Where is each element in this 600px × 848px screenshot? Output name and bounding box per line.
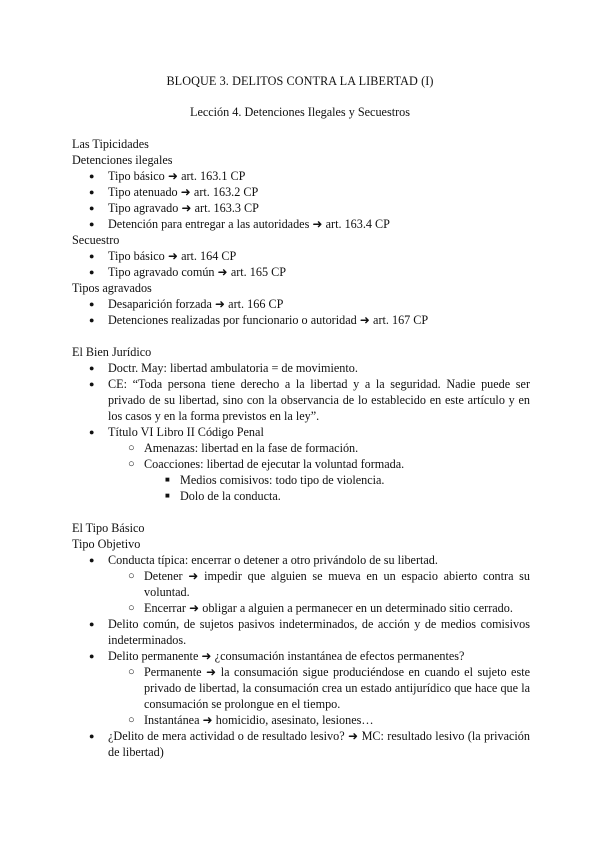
list-item: ● Delito común, de sujetos pasivos indeterminados, de acción y de medios comisivos indeterminados. (89, 617, 530, 647)
list-subsubitem: ■ Medios comisivos: todo tipo de violencia. (165, 473, 385, 487)
bullet-square-icon: ■ (165, 491, 170, 500)
subheading-detenciones: Detenciones ilegales (72, 153, 173, 167)
section-heading-tipo-basico: El Tipo Básico (72, 521, 145, 535)
list-subitem: ○ Coacciones: libertad de ejecutar la voluntad formada. (128, 457, 405, 471)
subheading-tipo-objetivo: Tipo Objetivo (72, 537, 141, 551)
list-item: ● Tipo agravado común ➜ art. 165 CP (89, 265, 287, 279)
list-bien-juridico (72, 360, 530, 504)
bullet-disc-icon: ● (89, 363, 95, 373)
list-item: ● Conducta típica: encerrar o detener a otro privándolo de su libertad. (89, 553, 438, 567)
list-item: ● Detenciones realizadas por funcionario o autoridad ➜ art. 167 CP (89, 313, 429, 327)
list-item: ● Detención para entregar a las autoridades ➜ art. 163.4 CP (89, 217, 390, 231)
list-detenciones (72, 168, 530, 232)
bullet-disc-icon: ● (89, 555, 95, 565)
lesson-subtitle: Lección 4. Detenciones Ilegales y Secuestros (190, 105, 410, 119)
list-item: ● ¿Delito de mera actividad o de resultado lesivo? ➜ MC: resultado lesivo (la privación de libertad) (89, 729, 530, 759)
list-item: ● Doctr. May: libertad ambulatoria = de movimiento. (89, 361, 358, 375)
bullet-circle-icon: ○ (128, 602, 135, 614)
bullet-disc-icon: ● (89, 427, 95, 437)
list-subitem: ○ Amenazas: libertad en la fase de formación. (128, 441, 359, 455)
section-heading-tipicidades: Las Tipicidades (72, 137, 149, 151)
section-heading-bien-juridico: El Bien Jurídico (72, 345, 152, 359)
subheading-secuestro: Secuestro (72, 233, 120, 247)
bullet-disc-icon: ● (89, 203, 95, 213)
list-subitem: ○ Instantánea ➜ homicidio, asesinato, lesiones… (128, 713, 374, 727)
bullet-disc-icon: ● (89, 379, 95, 389)
bullet-square-icon: ■ (165, 475, 170, 484)
list-item: ● Título VI Libro II Código Penal (89, 425, 264, 439)
list-subitem: ○ Permanente ➜ la consumación sigue produciéndose en cuando el sujeto este privado de libertad, la consumación crea un estado antijurídico que hace que la consumación se prolongue en el tiempo. (128, 665, 530, 711)
list-subitem: ○ Encerrar ➜ obligar a alguien a permanecer en un determinado sitio cerrado. (128, 601, 513, 615)
bullet-circle-icon: ○ (128, 442, 135, 454)
list-item: ● Desaparición forzada ➜ art. 166 CP (89, 297, 284, 311)
bullet-disc-icon: ● (89, 731, 95, 741)
list-item: ● Tipo básico ➜ art. 164 CP (89, 249, 237, 263)
bullet-circle-icon: ○ (128, 714, 135, 726)
document-body (72, 136, 530, 760)
document-title: BLOQUE 3. DELITOS CONTRA LA LIBERTAD (I) (166, 74, 434, 88)
bullet-disc-icon: ● (89, 619, 95, 629)
bullet-disc-icon: ● (89, 171, 95, 181)
list-secuestro (72, 248, 530, 280)
bullet-disc-icon: ● (89, 267, 95, 277)
bullet-disc-icon: ● (89, 315, 95, 325)
list-tipo-objetivo (72, 552, 530, 760)
list-item: ● Delito permanente ➜ ¿consumación instantánea de efectos permanentes? (89, 649, 465, 663)
list-agravados (72, 296, 530, 328)
list-subsubitem: ■ Dolo de la conducta. (165, 489, 281, 503)
bullet-disc-icon: ● (89, 251, 95, 261)
list-subitem: ○ Detener ➜ impedir que alguien se mueva en un espacio abierto contra su voluntad. (128, 569, 530, 599)
list-item: ● CE: “Toda persona tiene derecho a la libertad y a la seguridad. Nadie puede ser privado de su libertad, sino con la observancia de lo establecido en este artículo y en los casos y en la forma previstos en la ley”. (89, 377, 530, 423)
subheading-agravados: Tipos agravados (72, 281, 152, 295)
list-item: ● Tipo agravado ➜ art. 163.3 CP (89, 201, 259, 215)
bullet-disc-icon: ● (89, 219, 95, 229)
bullet-circle-icon: ○ (128, 570, 135, 582)
bullet-disc-icon: ● (89, 299, 95, 309)
bullet-disc-icon: ● (89, 187, 95, 197)
bullet-circle-icon: ○ (128, 666, 135, 678)
bullet-disc-icon: ● (89, 651, 95, 661)
bullet-circle-icon: ○ (128, 458, 135, 470)
list-item: ● Tipo básico ➜ art. 163.1 CP (89, 169, 246, 183)
list-item: ● Tipo atenuado ➜ art. 163.2 CP (89, 185, 259, 199)
